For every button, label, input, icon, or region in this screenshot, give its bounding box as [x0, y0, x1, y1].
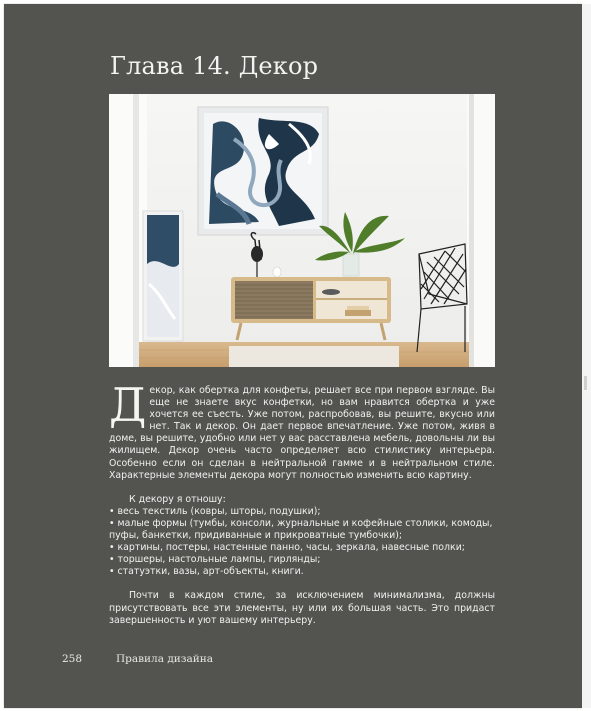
chapter-body	[109, 378, 495, 627]
interior-photo	[109, 94, 495, 367]
scroll-marker	[584, 376, 587, 390]
intro-text: екор, как обертка для конфеты, решает все при первом взгляде. Вы еще не знаете вкус конфетки, но вам нравится обертка и уже хочется ее съесть. Уже потом, распробовав, вы решите, вкусно или нет. Так и декор. Он дает первое впечатление. Уже потом, живя в доме, вы решите, удобно или нет у вас расставлена мебель, довольны ли вы жилищем. Декор очень часто определяет всю стилистику интерьера. Особенно если он сделан в нейтральной гамме и в нейтральном стиле. Характерные элементы декора могут полностью изменить всю картину.	[109, 385, 495, 481]
list-intro: К декору я отношу:	[129, 493, 226, 505]
page-number: 258	[62, 653, 83, 665]
decor-list	[109, 506, 495, 579]
list-item: • картины, постеры, настенные панно, часы, зеркала, навесные полки;	[109, 542, 465, 554]
list-item: • весь текстиль (ковры, шторы, подушки);	[109, 505, 321, 517]
running-title: Правила дизайна	[116, 653, 214, 665]
intro-paragraph	[109, 378, 495, 482]
page-edge	[582, 4, 591, 708]
list-item: • малые формы (тумбы, консоли, журнальные и кофейные столики, комоды, пуфы, банкетки, придиванные и прикроватные тумбочки);	[109, 517, 493, 542]
list-item: • статуэтки, вазы, арт-объекты, книги.	[109, 566, 304, 578]
closing-paragraph: Почти в каждом стиле, за исключением минимализма, должны присутствовать все эти элементы, ну или их большая часть. Это придаст завершенность и уют вашему интерьеру.	[109, 590, 495, 626]
drop-cap: Д	[109, 378, 147, 432]
book-page	[4, 4, 582, 708]
chapter-title: Глава 14. Декор	[110, 52, 319, 80]
list-item: • торшеры, настольные лампы, гирлянды;	[109, 554, 321, 566]
